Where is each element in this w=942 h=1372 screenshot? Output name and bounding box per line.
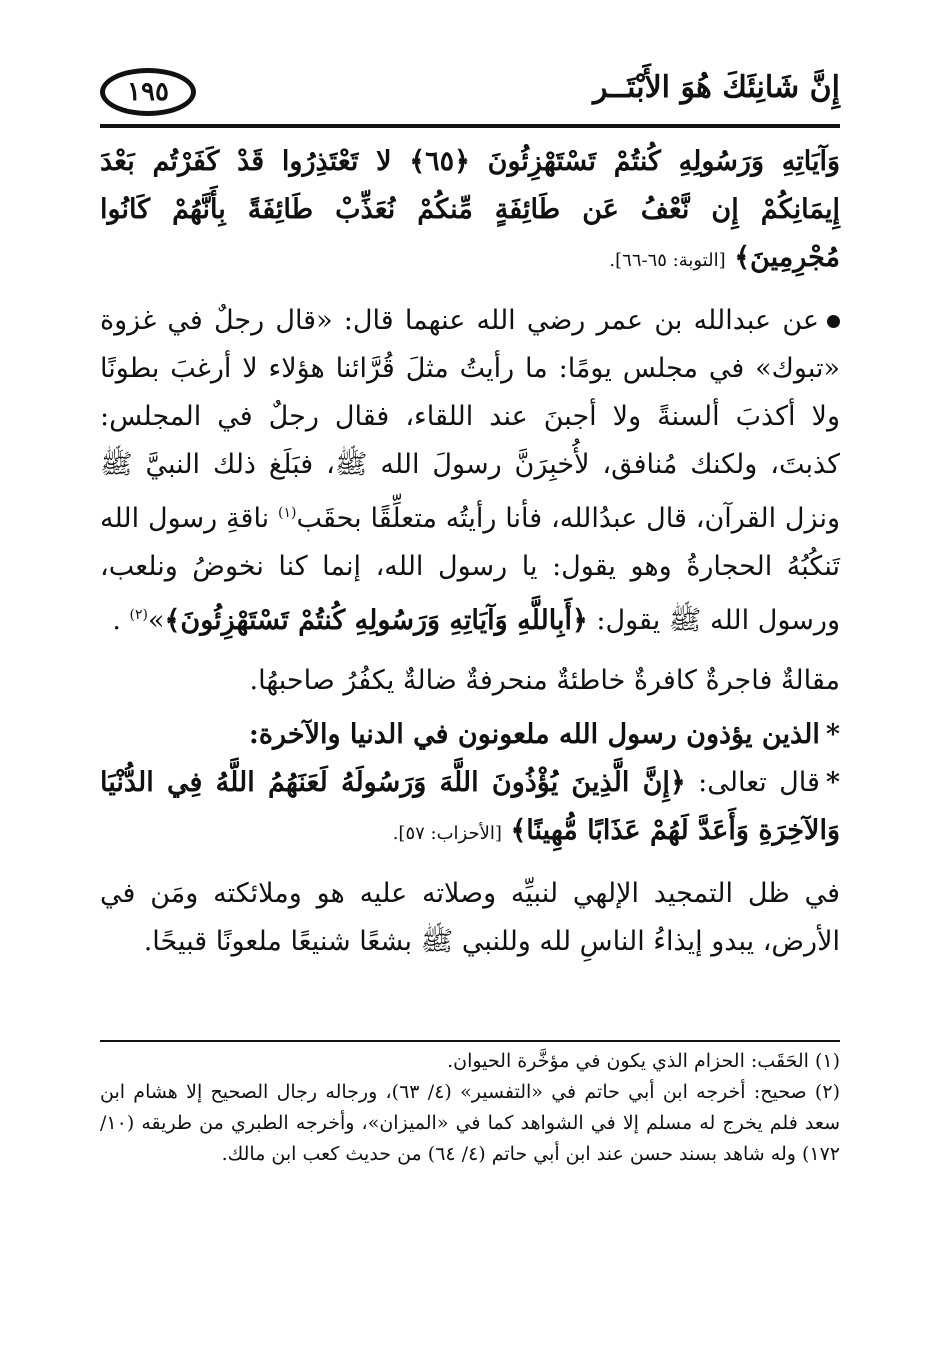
hadith-tail: . xyxy=(112,605,130,636)
footnote-rule xyxy=(100,1040,840,1042)
commentary-paragraph: مقالةٌ فاجرةٌ كافرةٌ خاطئةٌ منحرفةٌ ضالةٌ يكفُرُ صاحبهُا. xyxy=(249,665,840,696)
header-rule xyxy=(100,124,840,128)
verse-paragraph xyxy=(100,138,840,285)
hadith-paragraph xyxy=(100,297,840,645)
verse-reference-2: [الأحزاب: ٥٧]. xyxy=(392,823,502,844)
section-heading-text: الذين يؤذون رسول الله ملعونون في الدنيا والآخرة: xyxy=(248,719,820,750)
closing-paragraph: في ظل التمجيد الإلهي لنبيِّه وصلاته عليه هو وملائكته ومَن في الأرض، يبدو إيذاءُ الناسِ لله وللنبي ﷺ بشعًا شنيعًا ملعونًا قبيحًا. xyxy=(100,878,840,957)
page-number-badge xyxy=(100,68,196,116)
verse-intro: قال تعالى: xyxy=(685,767,820,798)
footnotes xyxy=(100,1046,840,1170)
hadith-text-continued: ناقةِ رسول الله تَنكُبُهُ الحجارةُ وهو يقول: يا رسول الله، إنما كنا نخوضُ ونلعب، ورسول الله ﷺ يقول: xyxy=(100,503,840,636)
verse-paragraph-2 xyxy=(100,759,840,858)
quran-quote: ﴿أَبِاللَّهِ وَآيَاتِهِ وَرَسُولِهِ كُنتُمْ تَسْتَهْزِئُونَ﴾ xyxy=(164,605,588,636)
quote-close: » xyxy=(148,605,165,636)
verse-reference: [التوبة: ٦٥-٦٦]. xyxy=(609,250,726,271)
star-icon: * xyxy=(825,767,840,798)
main-text xyxy=(100,138,840,966)
footnote-marker-2: (٢) xyxy=(129,607,149,623)
hadith-text: عن عبدالله بن عمر رضي الله عنهما قال: «قال رجلٌ في غزوة «تبوك» في مجلس يومًا: ما رأيتُ مثلَ قُرَّائنا هؤلاء لا أرغبَ بطونًا ولا أكذبَ ألسنةً ولا أجبنَ عند اللقاء، فقال رجلٌ في المجلس: كذبتَ، ولكنك مُنافق، لأُخبِرَنَّ رسولَ الله ﷺ، فبَلَغ ذلك النبيَّ ﷺ ونزل القرآن، قال عبدُالله، فأنا رأيتُه متعلِّقًا بحقَب xyxy=(100,305,840,534)
footnote-marker-1: (١) xyxy=(278,505,297,521)
quran-verse-2: ﴿إِنَّ الَّذِينَ يُؤْذُونَ اللَّهَ وَرَسُولَهُ لَعَنَهُمُ اللَّهُ فِي الدُّنْيَا وَالآخِرَةِ وَأَعَدَّ لَهُمْ عَذَابًا مُّهِينًا﴾ xyxy=(100,767,840,846)
page-header xyxy=(100,62,840,126)
page-number: ١٩٥ xyxy=(127,77,169,107)
running-title: إِنَّ شَانِئَكَ هُوَ الأَبْتَــر xyxy=(593,70,840,105)
bullet-dot-icon xyxy=(827,315,840,328)
section-heading xyxy=(100,711,840,759)
quran-verse: وَآيَاتِهِ وَرَسُولِهِ كُنتُمْ تَسْتَهْزِئُونَ ﴿٦٥﴾ لا تَعْتَذِرُوا قَدْ كَفَرْتُم بَعْدَ إِيمَانِكُمْ إِن نَّعْفُ عَن طَائِفَةٍ مِّنكُمْ نُعَذِّبْ طَائِفَةً بِأَنَّهُمْ كَانُوا مُجْرِمِينَ﴾ xyxy=(100,146,840,273)
footnote-1: (١) الحَقَب: الحزام الذي يكون في مؤخَّرة الحيوان. xyxy=(447,1050,840,1072)
star-icon: * xyxy=(825,719,840,750)
footnote-2: (٢) صحيح: أخرجه ابن أبي حاتم في «التفسير» (٤/ ٦٣)، ورجاله رجال الصحيح إلا هشام ابن سعد فلم يخرج له مسلم إلا في الشواهد كما في «الميزان»، وأخرجه الطبري من طريقه (١٠/ ١٧٢) وله شاهد بسند حسن عند ابن أبي حاتم (٤/ ٦٤) من حديث كعب ابن مالك. xyxy=(100,1081,840,1165)
